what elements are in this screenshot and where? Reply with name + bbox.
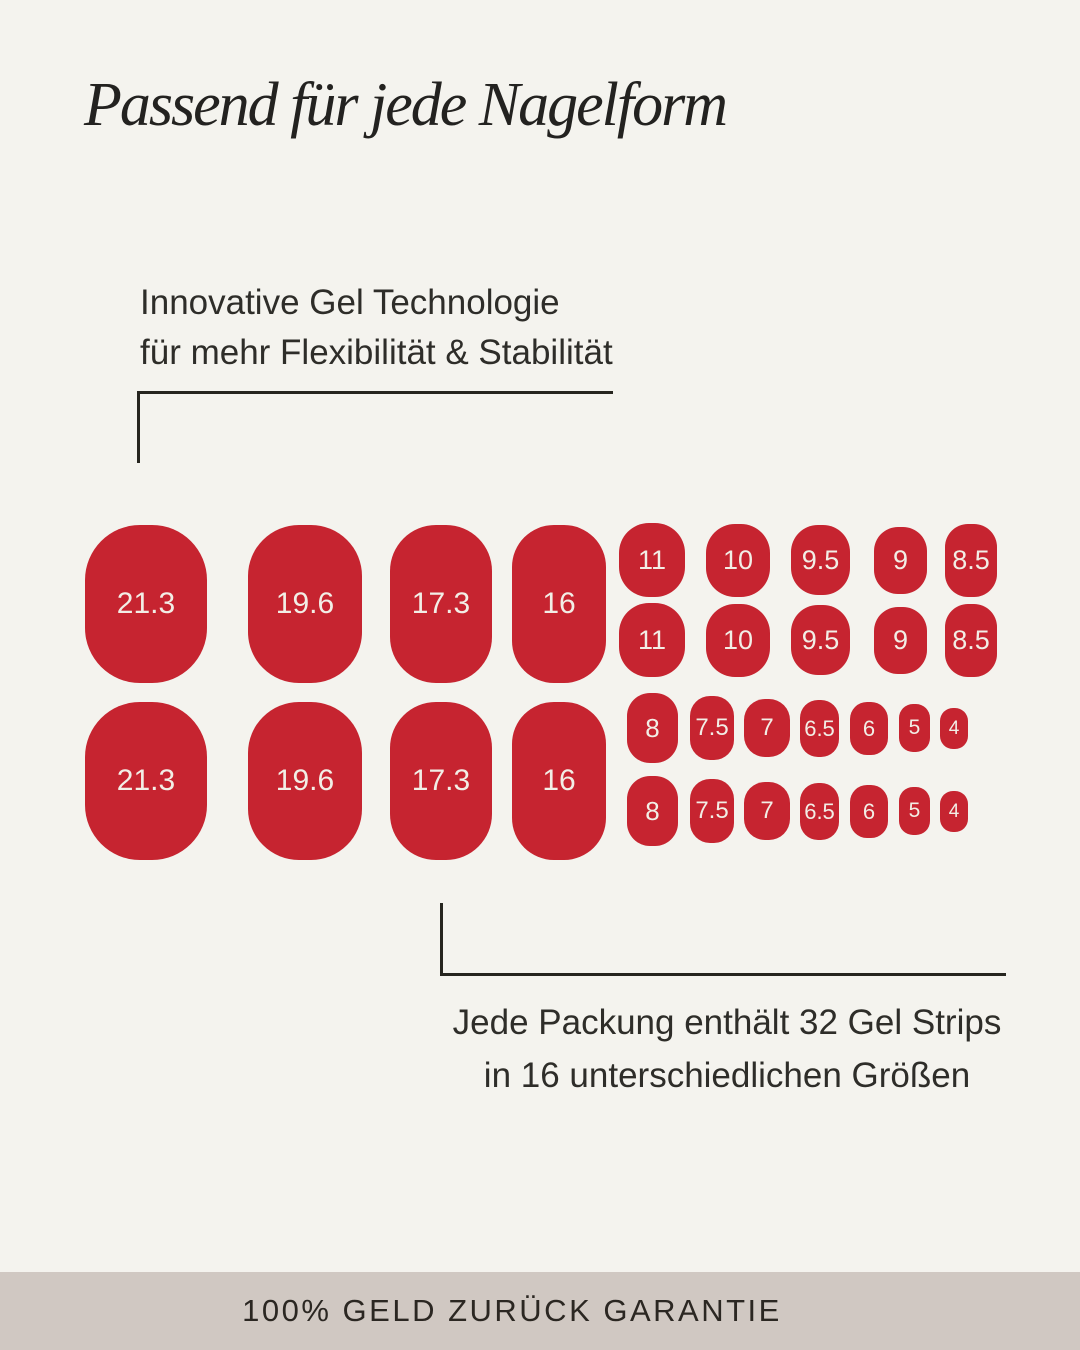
nail-size-label: 8 bbox=[645, 712, 660, 743]
nail-large-row2-17.3 bbox=[390, 702, 492, 860]
nail-small-row1-8 bbox=[627, 693, 678, 763]
nail-size-label: 4 bbox=[948, 800, 960, 822]
nail-small-row2-7 bbox=[744, 782, 790, 840]
nail-size-label: 6.5 bbox=[804, 798, 835, 824]
page-title: Passend für jede Nagelform bbox=[84, 71, 726, 139]
bottom-connector-line bbox=[440, 903, 1006, 976]
nail-size-label: 16 bbox=[542, 764, 576, 797]
nail-large-row2-19.6 bbox=[248, 702, 362, 860]
callout-bottom bbox=[430, 996, 1024, 1102]
nail-size-label: 17.3 bbox=[411, 587, 471, 620]
nail-large-row1-17.3 bbox=[390, 525, 492, 683]
nail-small-row1-6.5 bbox=[800, 700, 839, 757]
nail-small-row1-7 bbox=[744, 699, 790, 757]
nail-medium-row2-9.5 bbox=[791, 605, 850, 675]
nail-medium-row2-8.5 bbox=[945, 604, 997, 677]
nail-small-row1-7.5 bbox=[690, 696, 734, 760]
nail-size-label: 9.5 bbox=[801, 544, 840, 575]
nail-medium-row1-9.5 bbox=[791, 525, 850, 595]
callout-top-line2: für mehr Flexibilität & Stabilität bbox=[140, 333, 613, 372]
nail-size-label: 9.5 bbox=[801, 624, 840, 655]
nail-small-row2-6.5 bbox=[800, 783, 839, 840]
callout-top-line1: Innovative Gel Technologie bbox=[140, 283, 560, 322]
nail-size-label: 10 bbox=[722, 625, 754, 655]
nail-size-label: 5 bbox=[908, 799, 921, 822]
nail-size-label: 4 bbox=[948, 717, 960, 739]
nail-small-row2-4 bbox=[940, 791, 968, 832]
nail-medium-row2-11 bbox=[619, 603, 685, 677]
nail-small-row2-7.5 bbox=[690, 779, 734, 843]
nail-size-label: 8.5 bbox=[952, 545, 990, 575]
nail-size-label: 16 bbox=[542, 587, 576, 620]
nail-size-label: 17.3 bbox=[411, 764, 471, 797]
nail-size-label: 11 bbox=[637, 544, 667, 575]
nail-large-row2-21.3 bbox=[85, 702, 207, 860]
guarantee-text: 100% GELD ZURÜCK GARANTIE bbox=[242, 1293, 782, 1328]
nail-large-row1-16 bbox=[512, 525, 606, 683]
nail-medium-row1-11 bbox=[619, 523, 685, 597]
guarantee-bar bbox=[0, 1272, 1080, 1350]
nail-small-row2-6 bbox=[850, 785, 888, 838]
nail-medium-row1-8.5 bbox=[945, 524, 997, 597]
nail-size-label: 8.5 bbox=[952, 625, 990, 655]
nail-size-label: 6 bbox=[862, 798, 876, 824]
nail-size-label: 7.5 bbox=[695, 797, 729, 824]
nail-size-label: 5 bbox=[908, 716, 921, 739]
nail-size-label: 6 bbox=[862, 715, 876, 741]
nail-size-label: 21.3 bbox=[116, 587, 176, 620]
nail-size-label: 19.6 bbox=[275, 587, 335, 620]
nail-medium-row2-9 bbox=[874, 607, 927, 674]
nail-small-row1-4 bbox=[940, 708, 968, 749]
nail-small-row1-6 bbox=[850, 702, 888, 755]
nail-size-label: 7.5 bbox=[695, 714, 729, 741]
nail-size-label: 21.3 bbox=[116, 764, 176, 797]
nail-size-label: 8 bbox=[645, 795, 660, 826]
nail-small-row1-5 bbox=[899, 704, 930, 752]
callout-bottom-line2: in 16 unterschiedlichen Größen bbox=[483, 1056, 971, 1095]
nail-size-label: 6.5 bbox=[804, 715, 835, 741]
nail-medium-row1-9 bbox=[874, 527, 927, 594]
nail-large-row1-19.6 bbox=[248, 525, 362, 683]
nail-medium-row1-10 bbox=[706, 524, 770, 597]
nail-size-label: 9 bbox=[892, 545, 909, 575]
nail-size-label: 10 bbox=[722, 545, 754, 575]
nail-large-row1-21.3 bbox=[85, 525, 207, 683]
nail-size-label: 9 bbox=[892, 625, 909, 655]
nail-size-label: 19.6 bbox=[275, 764, 335, 797]
nail-size-label: 7 bbox=[760, 714, 774, 741]
nail-small-row2-8 bbox=[627, 776, 678, 846]
nail-size-label: 11 bbox=[637, 624, 667, 655]
nail-medium-row2-10 bbox=[706, 604, 770, 677]
nail-small-row2-5 bbox=[899, 787, 930, 835]
nail-size-label: 7 bbox=[760, 797, 774, 824]
nail-large-row2-16 bbox=[512, 702, 606, 860]
callout-bottom-line1: Jede Packung enthält 32 Gel Strips bbox=[452, 1003, 1002, 1042]
